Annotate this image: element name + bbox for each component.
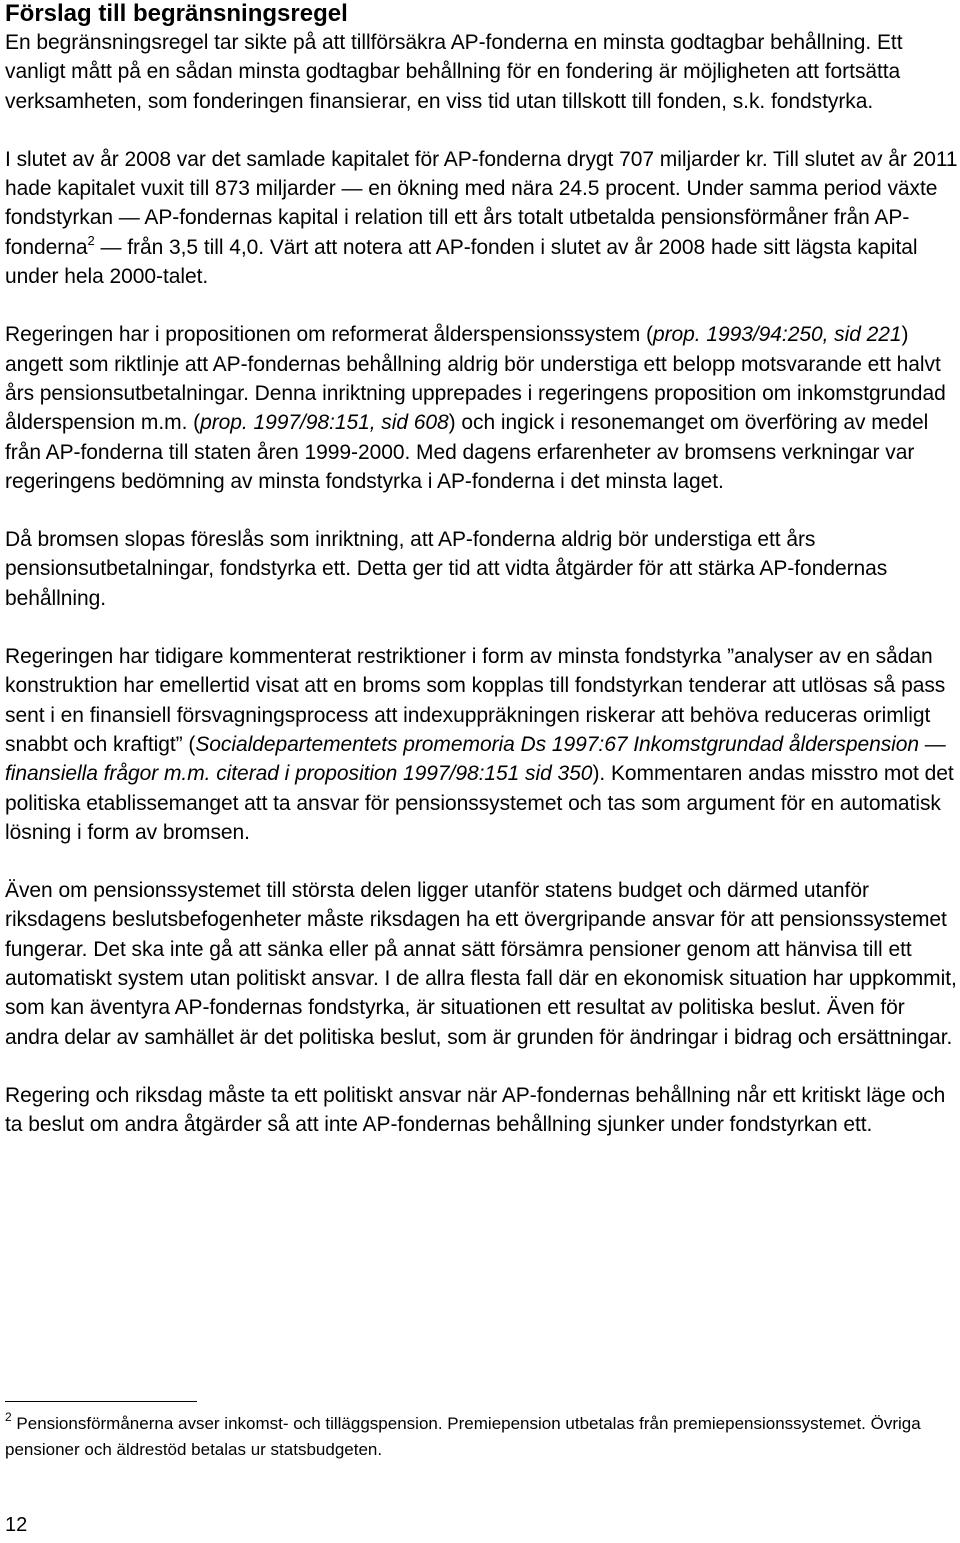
paragraph-conclusion: Regering och riksdag måste ta ett politiskt ansvar när AP-fondernas behållning når ett kritiskt läge och ta beslut om andra åtgärder så att inte AP-fondernas behållning sjunker under fondstyrkan ett. — [5, 1083, 946, 1137]
paragraph-brake-removal: Då bromsen slopas föreslås som inriktning, att AP-fonderna aldrig bör understiga ett års pensionsutbetalningar, fondstyrka ett. Detta ger tid att vidta åtgärder för att stärka AP-fondernas behållning. — [5, 528, 888, 610]
paragraph-capital-text-b: — från 3,5 till 4,0. Värt att notera att AP-fonden i slutet av år 2008 hade sitt lägsta kapital under hela 2000-talet. — [5, 235, 918, 289]
comment-text-b: ). Kommentaren andas misstro mot det politiska etablissemanget att ta ansvar för pensionssystemet och tas som argument för en automatisk lösning i form av bromsen. — [5, 762, 954, 844]
guideline-text-c: ) och ingick i resonemanget om överföring av medel från AP-fonderna till staten åren 1999-2000. Med dagens erfarenheter av bromsens verkningar var regeringens bedömning av minsta fondstyrka i AP-fonderna i det minsta laget. — [5, 411, 929, 493]
paragraph-government-guideline — [5, 320, 960, 496]
footnote-ref-2: 2 — [87, 232, 95, 248]
document-page — [5, 0, 960, 1140]
guideline-text-a: Regeringen har i propositionen om reformerat ålderspensionssystem ( — [5, 323, 653, 347]
footnote-divider — [5, 1401, 197, 1402]
page-number: 12 — [5, 1514, 28, 1536]
reference-ds-1997: Socialdepartementets promemoria Ds 1997:67 Inkomstgrundad ålderspension — finansiella frågor m.m. citerad i proposition 1997/98:151 sid 350 — [5, 732, 946, 786]
footnote-text: Pensionsförmånerna avser inkomst- och tilläggspension. Premiepension utbetalas från premiepensionssystemet. Övriga pensioner och äldrestöd betalas ur statsbudgeten. — [5, 1414, 921, 1459]
footnote — [5, 1411, 955, 1463]
section-heading: Förslag till begränsningsregel — [5, 0, 348, 27]
guideline-text-b: ) angett som riktlinje att AP-fondernas behållning aldrig bör understiga ett belopp motsvarande ett halvt års pensionsutbetalningar. Denna inriktning upprepades i regeringens proposition om inkomstgrundad ålderspension m.m. ( — [5, 323, 946, 435]
comment-text-a: Regeringen har tidigare kommenterat restriktioner i form av minsta fondstyrka ”analyser av en sådan konstruktion har emellertid visat att en broms som kopplas till fondstyrkan tenderar att utlösas så pass sent i en finansiell försvagningsprocess att indexuppräkningen riskerar att behöva reduceras orimligt snabbt och kraftigt” ( — [5, 645, 946, 756]
paragraph-parliament-responsibility: Även om pensionssystemet till största delen ligger utanför statens budget och därmed utanför riksdagens beslutsbefogenheter måste riksdagen ha ett övergripande ansvar för att pensionssystemet fungerar. Det ska inte gå att sänka eller på annat sätt försämra pensioner genom att hänvisa till ett automatiskt system utan politiskt ansvar. I de allra flesta fall där en ekonomisk situation har uppkommit, som kan äventyra AP-fondernas fondstyrka, är situationen ett resultat av politiska beslut. Även för andra delar av samhället är det politiska beslut, som är grunden för ändringar i bidrag och ersättningar. — [5, 879, 957, 1049]
paragraph-capital — [5, 145, 960, 291]
paragraph-intro: En begränsningsregel tar sikte på att tillförsäkra AP-fonderna en minsta godtagbar behållning. Ett vanligt mått på en sådan minsta godtagbar behållning för en fondering är möjligheten att fortsätta verksamheten, som fonderingen finansierar, en viss tid utan tillskott till fonden, s.k. fondstyrka. — [5, 31, 903, 113]
reference-prop-1993: prop. 1993/94:250, sid 221 — [652, 323, 902, 347]
paragraph-capital-text-a: I slutet av år 2008 var det samlade kapitalet för AP-fonderna drygt 707 miljarder kr. Till slutet av år 2011 hade kapitalet vuxit till 873 miljarder — en ökning med nära 24.5 procent. Under samma period växte fondstyrkan — AP-fondernas kapital i relation till ett års totalt utbetalda pensionsförmåner från AP-fonderna — [5, 147, 958, 259]
paragraph-government-comment — [5, 642, 960, 847]
reference-prop-1997: prop. 1997/98:151, sid 608 — [200, 411, 449, 435]
footnote-mark: 2 — [5, 1410, 12, 1424]
